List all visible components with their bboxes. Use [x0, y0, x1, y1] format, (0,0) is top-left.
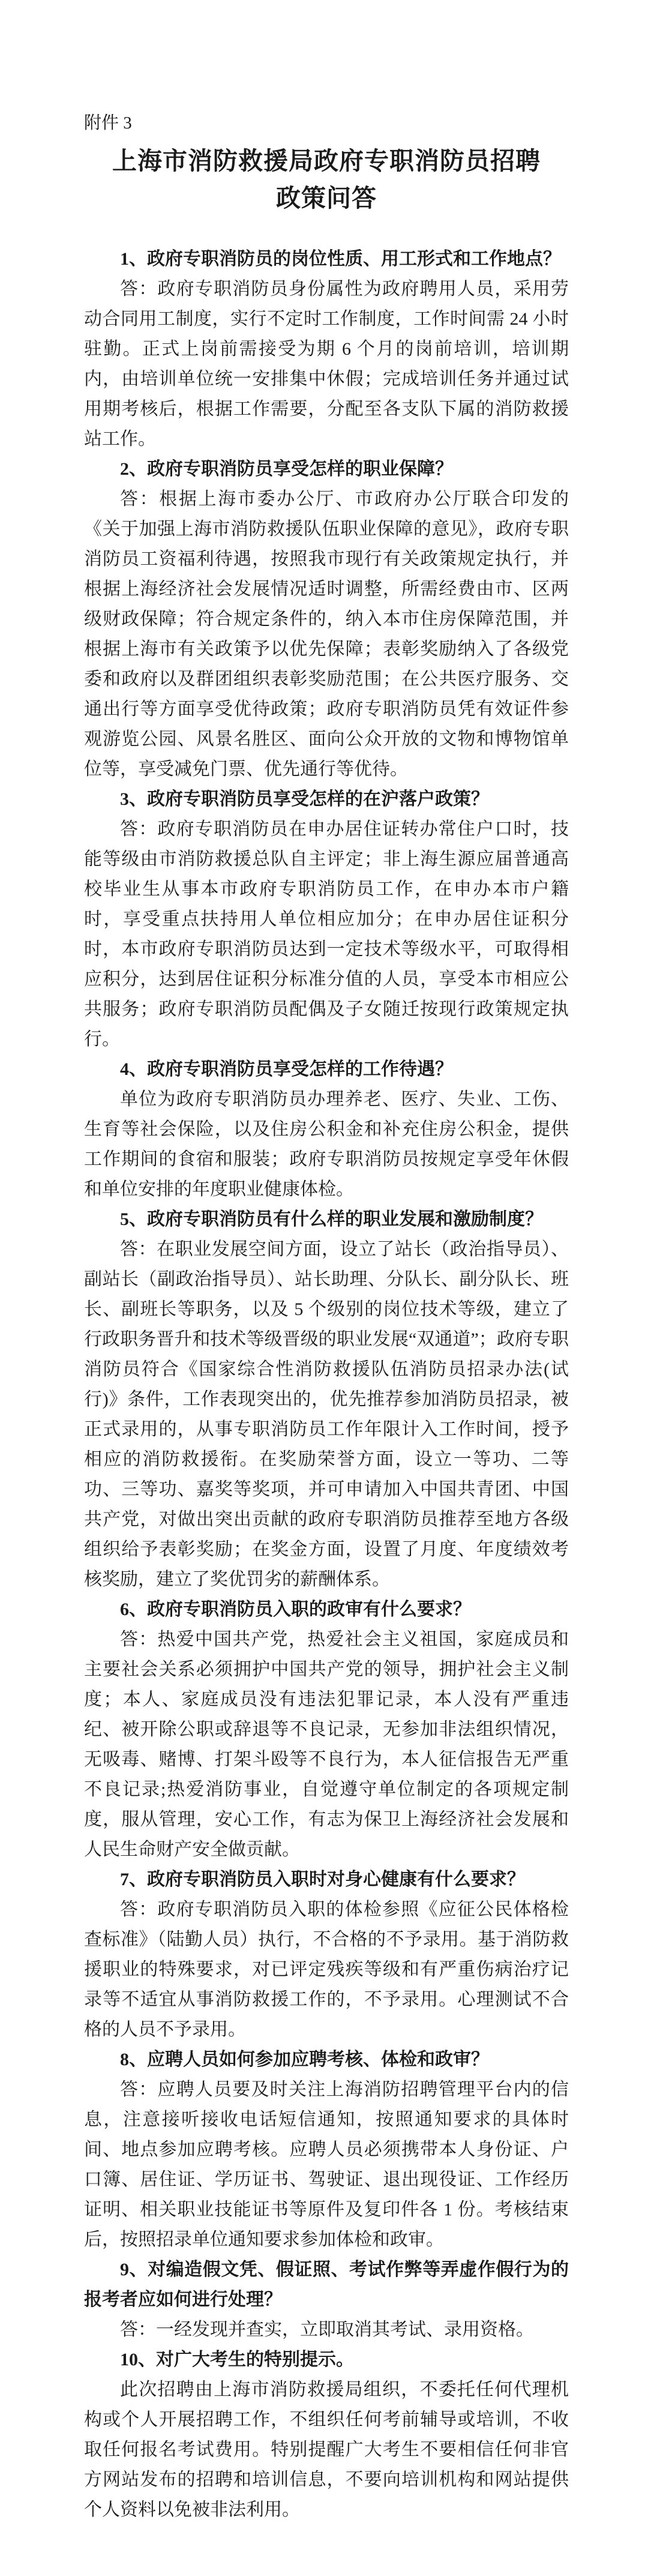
answer-text: 此次招聘由上海市消防救援局组织，不委托任何代理机构或个人开展招聘工作，不组织任何考前辅导或培训，不收取任何报名考试费用。特别提醒广大考生不要相信任何非官方网站发布的招聘和培训信息，不要向培训机构和网站提供个人资料以免被非法利用。 [84, 2380, 569, 2520]
answer-text: 答：在职业发展空间方面，设立了站长（政治指导员）、副站长（副政治指导员）、站长助理、分队长、副分队长、班长、副班长等职务，以及 5 个级别的岗位技术等级，建立了行政职务晋升和技术等级晋级的职业发展“双通道”；政府专职消防员符合《国家综合性消防救援队伍消防员招录办法(试行)》条件，工作表现突出的，优先推荐参加消防员招录，被正式录用的，从事专职消防员工作年限计入工作时间，授予相应的消防救援衔。在奖励荣誉方面，设立一等功、二等功、三等功、嘉奖等奖项，并可申请加入中国共青团、中国共产党，对做出突出贡献的政府专职消防员推荐至地方各级组织给予表彰奖励；在奖金方面，设置了月度、年度绩效考核奖励，建立了奖优罚劣的薪酬体系。 [84, 1239, 569, 1589]
answer-text: 答：热爱中国共产党，热爱社会主义祖国，家庭成员和主要社会关系必须拥护中国共产党的领导，拥护社会主义制度；本人、家庭成员没有违法犯罪记录，本人没有严重违纪、被开除公职或辞退等不良记录，无参加非法组织情况，无吸毒、赌博、打架斗殴等不良行为，本人征信报告无严重不良记录;热爱消防事业，自觉遵守单位制定的各项规定制度，服从管理，安心工作，有志为保卫上海经济社会发展和人民生命财产安全做贡献。 [84, 1630, 569, 1859]
question-text: 8、应聘人员如何参加应聘考核、体检和政审？ [120, 2050, 489, 2069]
qa-list [84, 244, 569, 2525]
answer-text: 答：政府专职消防员入职的体检参照《应征公民体格检查标准》（陆勤人员）执行，不合格的不予录用。基于消防救援职业的特殊要求，对已评定残疾等级和有严重伤病治疗记录等不适宜从事消防救援工作的，不予录用。心理测试不合格的人员不予录用。 [84, 1900, 569, 2039]
answer-text: 答：政府专职消防员身份属性为政府聘用人员，采用劳动合同用工制度，实行不定时工作制度，工作时间需 24 小时驻勤。正式上岗前需接受为期 6 个月的岗前培训，培训期内，由培训单位统一安排集中休假；完成培训任务并通过试用期考核后，根据工作需要，分配至各支队下属的消防救援站工作。 [84, 279, 569, 449]
document-title-line1: 上海市消防救援局政府专职消防员招聘 [112, 147, 541, 175]
qa-item-3 [84, 784, 569, 1055]
qa-item-8 [84, 2045, 569, 2255]
question-text: 2、政府专职消防员享受怎样的职业保障？ [120, 459, 453, 479]
qa-item-4 [84, 1055, 569, 1205]
question-text: 6、政府专职消防员入职的政审有什么要求？ [120, 1599, 471, 1619]
attachment-label: 附件 3 [84, 113, 132, 133]
answer-text: 答：政府专职消防员在申办居住证转办常住户口时，技能等级由市消防救援总队自主评定；非上海生源应届普通高校毕业生从事本市政府专职消防员工作，在申办本市户籍时，享受重点扶持用人单位相应加分；在申办居住证积分时，本市政府专职消防员达到一定技术等级水平，可取得相应积分，达到居住证积分标准分值的人员，享受本市相应公共服务；政府专职消防员配偶及子女随迁按现行政策规定执行。 [84, 819, 569, 1049]
question-text: 5、政府专职消防员有什么样的职业发展和激励制度？ [120, 1209, 543, 1229]
question-text: 10、对广大考生的特别提示。 [120, 2350, 354, 2370]
qa-item-10 [84, 2345, 569, 2525]
document-title-line2: 政策问答 [276, 184, 377, 212]
question-text: 7、政府专职消防员入职时对身心健康有什么要求？ [120, 1870, 525, 1889]
qa-item-6 [84, 1595, 569, 1865]
answer-text: 单位为政府专职消防员办理养老、医疗、失业、工伤、生育等社会保险，以及住房公积金和补充住房公积金，提供工作期间的食宿和服装；政府专职消防员按规定享受年休假和单位安排的年度职业健康体检。 [84, 1089, 569, 1199]
answer-text: 答：根据上海市委办公厅、市政府办公厅联合印发的《关于加强上海市消防救援队伍职业保障的意见》，政府专职消防员工资福利待遇，按照我市现行有关政策规定执行，并根据上海经济社会发展情况适时调整，所需经费由市、区两级财政保障；符合规定条件的，纳入本市住房保障范围，并根据上海市有关政策予以优先保障；表彰奖励纳入了各级党委和政府以及群团组织表彰奖励范围；在公共医疗服务、交通出行等方面享受优待政策；政府专职消防员凭有效证件参观游览公园、风景名胜区、面向公众开放的文物和博物馆单位等，享受减免门票、优先通行等优待。 [84, 489, 569, 779]
question-text: 4、政府专职消防员享受怎样的工作待遇？ [120, 1059, 453, 1079]
qa-item-2 [84, 454, 569, 784]
document-title [84, 142, 569, 217]
qa-item-9 [84, 2255, 569, 2345]
question-text: 1、政府专职消防员的岗位性质、用工形式和工作地点？ [120, 249, 561, 269]
question-text: 9、对编造假文凭、假证照、考试作弊等弄虚作假行为的报考者应如何进行处理？ [84, 2260, 569, 2310]
qa-item-7 [84, 1865, 569, 2045]
answer-text: 答：一经发现并查实，立即取消其考试、录用资格。 [120, 2320, 534, 2340]
question-text: 3、政府专职消防员享受怎样的在沪落户政策？ [120, 789, 489, 809]
answer-text: 答：应聘人员要及时关注上海消防招聘管理平台内的信息，注意接听接收电话短信通知，按照通知要求的具体时间、地点参加应聘考核。应聘人员必须携带本人身份证、户口簿、居住证、学历证书、驾驶证、退出现役证、工作经历证明、相关职业技能证书等原件及复印件各 1 份。考核结束后，按照招录单位通知要求参加体检和政审。 [84, 2080, 569, 2249]
qa-item-1 [84, 244, 569, 454]
qa-item-5 [84, 1205, 569, 1595]
